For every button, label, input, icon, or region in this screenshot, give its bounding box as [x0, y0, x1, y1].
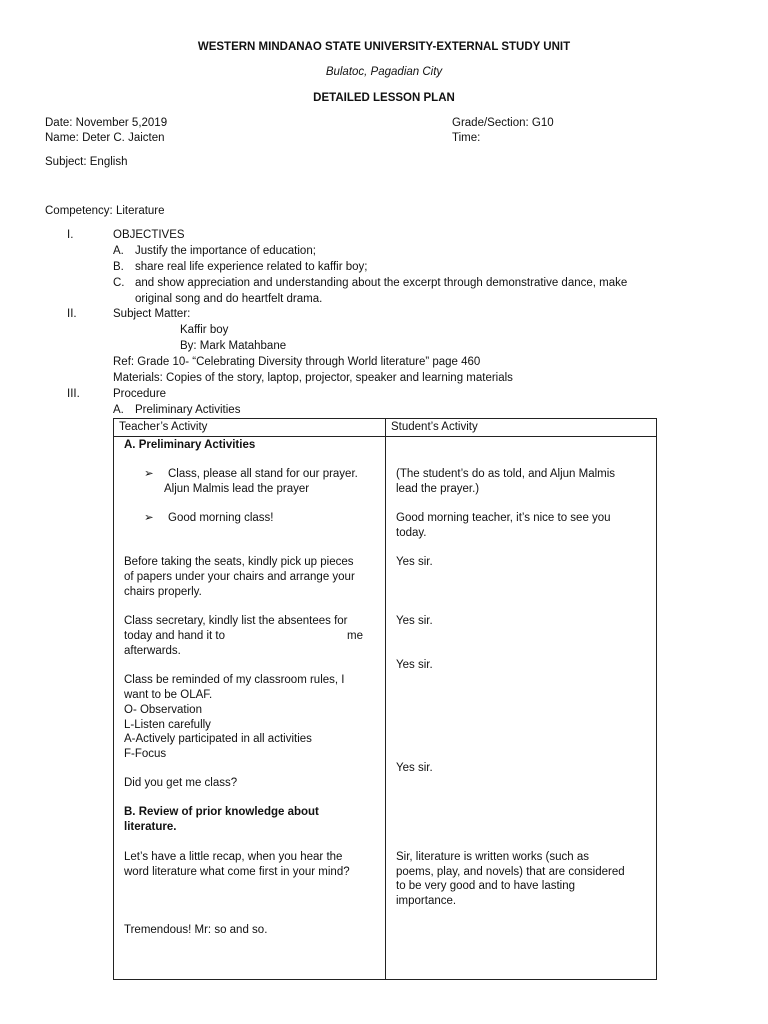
secretary-instruction-line1: Class secretary, kindly list the absentees for	[124, 615, 348, 627]
student-response-2-line1: Good morning teacher, it’s nice to see you	[396, 512, 611, 524]
student-response-3: Yes sir.	[396, 556, 433, 568]
grade-section-field: Grade/Section: G10	[452, 117, 554, 129]
competency-field: Competency: Literature	[45, 205, 165, 217]
student-response-2-line2: today.	[396, 527, 427, 539]
rule-a: A-Actively participated in all activities	[124, 733, 312, 745]
subject-field: Subject: English	[45, 156, 128, 168]
student-activity-cell	[386, 437, 657, 980]
student-response-5: Yes sir.	[396, 659, 433, 671]
teacher-activity-cell: A. Preliminary Activities ➢ Class, please all stand for our prayer. Aljun Malmis lead the prayer ➢ Good morning class! Before taking the seats, kindly pick up pieces of papers under your chairs and arrange your chairs properly. Class secretary, kindly list the absentees for today and hand it to me afterwards. Class be reminded of my classroom rules, I want to be OLAF. O- Observation L-Listen carefully A-Actively participated in all activities F-Focus Did you get me class? B. Review of prior knowledge about literature. Let’s have a little recap, when you hear the word literature what come first in your mind? Tremendous! Mr: so and so.	[114, 437, 386, 980]
rules-line2: want to be OLAF.	[124, 689, 213, 701]
story-title: Kaffir boy	[180, 324, 229, 336]
objective-b-letter: B.	[113, 261, 124, 273]
review-heading-line1: B. Review of prior knowledge about	[124, 806, 319, 818]
rules-line1: Class be reminded of my classroom rules, I	[124, 674, 345, 686]
student-response-7-line2: poems, play, and novels) that are considered	[396, 866, 625, 878]
student-response-1-line1: (The student’s do as told, and Aljun Malmis	[396, 468, 616, 480]
secretary-instruction-line3: afterwards.	[124, 645, 181, 657]
objective-c-line1: and show appreciation and understanding about the excerpt through demonstrative dance, make	[135, 277, 628, 289]
rule-f: F-Focus	[124, 748, 167, 760]
section-number-2: II.	[67, 308, 77, 320]
date-field: Date: November 5,2019	[45, 117, 168, 129]
subject-matter-heading: Subject Matter:	[113, 308, 191, 320]
objective-b: share real life experience related to kaffir boy;	[135, 261, 368, 273]
student-response-1-line2: lead the prayer.)	[396, 483, 480, 495]
student-activity-header: Student’s Activity	[386, 419, 657, 437]
student-response-4: Yes sir.	[396, 615, 433, 627]
rule-l: L-Listen carefully	[124, 719, 211, 731]
objective-a: Justify the importance of education;	[135, 245, 316, 257]
student-response-6: Yes sir.	[396, 762, 433, 774]
recap-line2: word literature what come first in your mind?	[124, 866, 350, 878]
university-title: WESTERN MINDANAO STATE UNIVERSITY-EXTERNAL STUDY UNIT	[197, 41, 571, 53]
activity-table	[113, 418, 657, 980]
seats-instruction-line3: chairs properly.	[124, 586, 202, 598]
preliminary-activities-heading: Preliminary Activities	[135, 404, 241, 416]
section-number-3: III.	[67, 388, 80, 400]
did-you-get-line: Did you get me class?	[124, 777, 238, 789]
tremendous-line: Tremendous! Mr: so and so.	[124, 924, 268, 936]
objective-a-letter: A.	[113, 245, 124, 257]
document-title: DETAILED LESSON PLAN	[313, 92, 455, 104]
recap-line1: Let’s have a little recap, when you hear the	[124, 851, 343, 863]
arrowhead-bullet-icon: ➢	[144, 468, 154, 480]
name-field: Name: Deter C. Jaicten	[45, 132, 165, 144]
arrowhead-bullet-icon: ➢	[144, 512, 154, 524]
seats-instruction-line2: of papers under your chairs and arrange your	[124, 571, 355, 583]
objectives-heading: OBJECTIVES	[113, 229, 185, 241]
student-response-7-line1: Sir, literature is written works (such as	[396, 851, 590, 863]
seats-instruction-line1: Before taking the seats, kindly pick up pieces	[124, 556, 354, 568]
time-field: Time:	[452, 132, 481, 144]
materials-line: Materials: Copies of the story, laptop, projector, speaker and learning materials	[113, 372, 513, 384]
table-header-row	[114, 419, 657, 437]
preliminary-heading: A. Preliminary Activities	[124, 439, 256, 451]
procedure-heading: Procedure	[113, 388, 167, 400]
section-number-1: I.	[67, 229, 74, 241]
reference-line: Ref: Grade 10- “Celebrating Diversity through World literature” page 460	[113, 356, 481, 368]
story-author: By: Mark Matahbane	[180, 340, 287, 352]
sub-a-letter: A.	[113, 404, 124, 416]
student-response-7-line3: to be very good and to have lasting	[396, 880, 576, 892]
rule-o: O- Observation	[124, 704, 202, 716]
student-response-7-line4: importance.	[396, 895, 457, 907]
review-heading-line2: literature.	[124, 821, 177, 833]
objective-c-letter: C.	[113, 277, 125, 289]
location-line: Bulatoc, Pagadian City	[325, 66, 443, 78]
secretary-instruction-line2: today and hand it to me	[124, 630, 363, 642]
teacher-activity-header: Teacher’s Activity	[114, 419, 386, 437]
table-row	[114, 437, 657, 980]
objective-c-line2: original song and do heartfelt drama.	[135, 293, 323, 305]
